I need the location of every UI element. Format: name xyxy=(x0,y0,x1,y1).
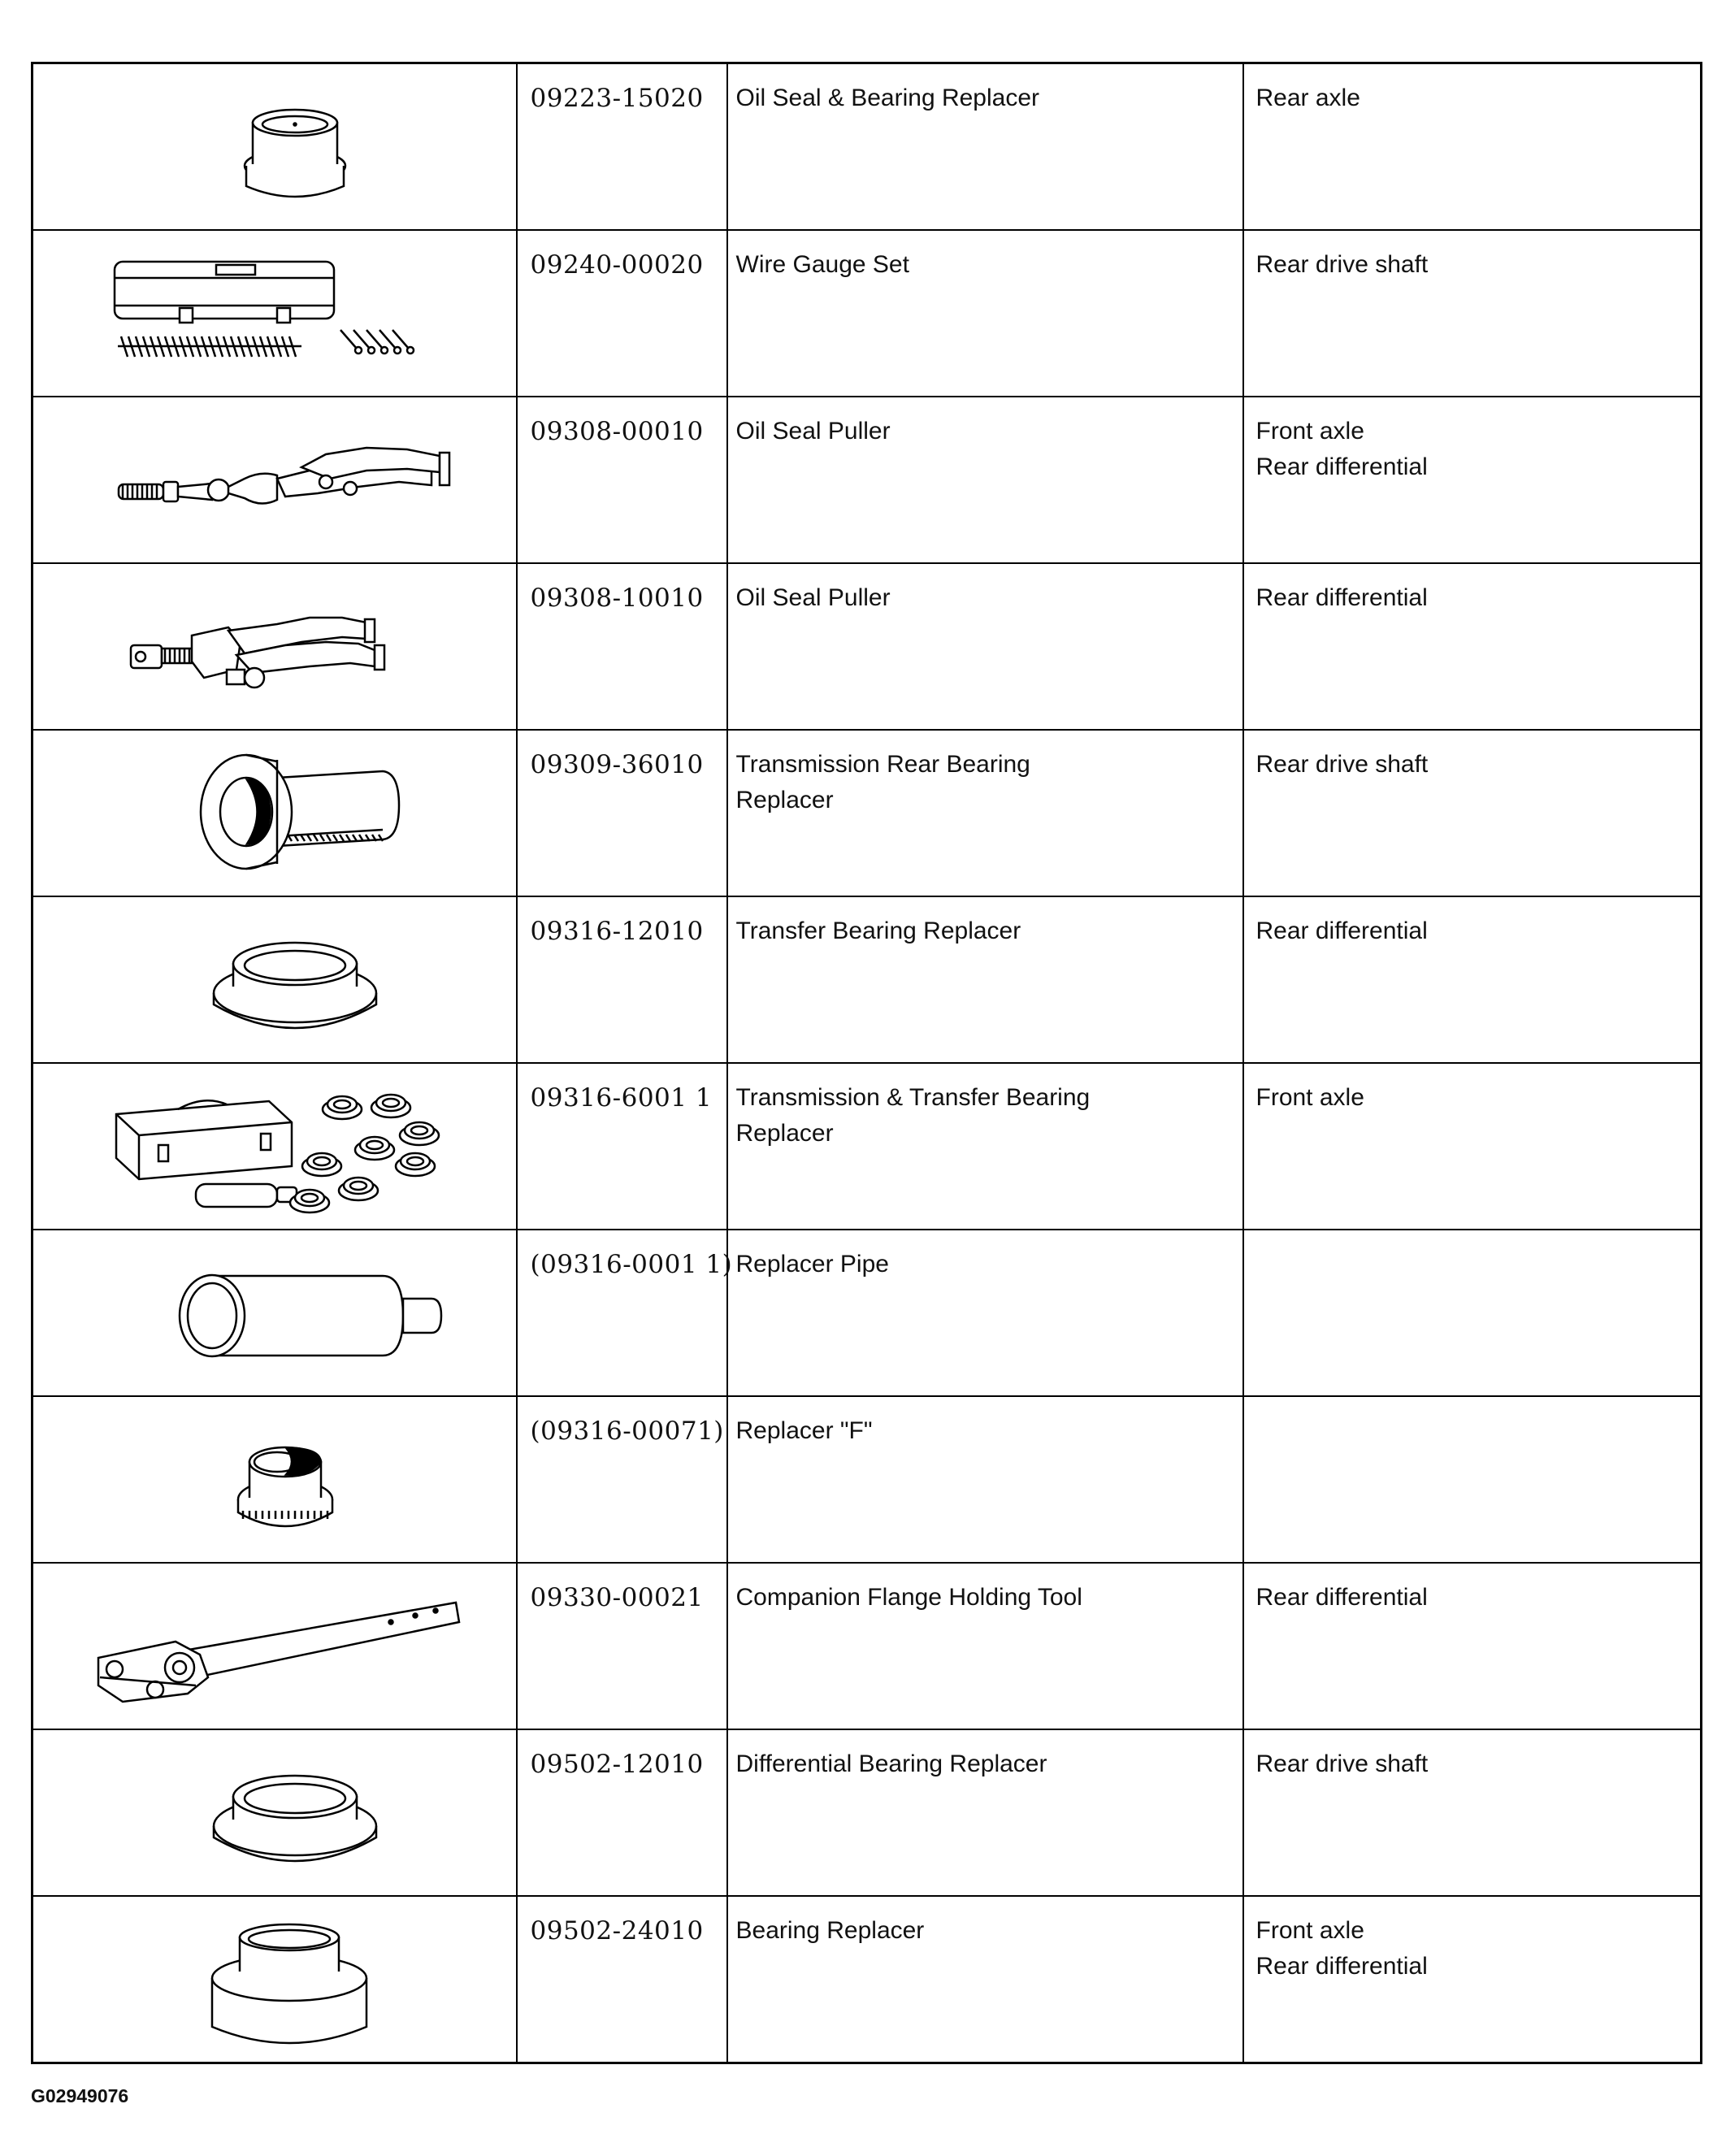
replacer-kit-icon xyxy=(33,1064,518,1226)
table-row xyxy=(33,1396,1702,1563)
part-number: 09223-15020 xyxy=(530,84,704,113)
part-number-cell xyxy=(517,63,727,230)
application-line: Front axle xyxy=(1255,1917,1364,1945)
part-number: 09240-00020 xyxy=(530,249,704,280)
part-number-cell xyxy=(517,1896,727,2063)
application-line: Rear drive shaft xyxy=(1255,750,1429,778)
table-row xyxy=(33,730,1702,896)
tool-name-cell xyxy=(727,1063,1243,1230)
flanged-ring-icon xyxy=(33,897,518,1060)
part-number: 09308-00010 xyxy=(530,416,704,446)
tool-name-cell xyxy=(727,1729,1243,1896)
application-cell xyxy=(1243,896,1702,1063)
tool-name-line: Replacer xyxy=(735,1119,834,1147)
slide-hammer-puller-icon xyxy=(33,397,518,560)
application-cell xyxy=(1243,1230,1702,1396)
application-cell xyxy=(1243,1396,1702,1563)
table-row xyxy=(33,563,1702,730)
tool-illustration-cell xyxy=(33,1563,517,1729)
table-row xyxy=(33,896,1702,1063)
tool-name-cell xyxy=(727,563,1243,730)
part-number-cell xyxy=(517,896,727,1063)
tool-name-cell xyxy=(727,1896,1243,2063)
table-row xyxy=(33,1063,1702,1230)
part-number: 09308-10010 xyxy=(530,583,704,613)
table-row xyxy=(33,1230,1702,1396)
application-cell xyxy=(1243,397,1702,563)
application-cell xyxy=(1243,1729,1702,1896)
tool-name-line: Replacer "F" xyxy=(735,1417,873,1445)
application-line: Rear differential xyxy=(1255,917,1428,944)
part-number: 09316-6001 1 xyxy=(530,1082,713,1113)
application-line: Rear drive shaft xyxy=(1255,250,1429,278)
application-cell xyxy=(1243,1063,1702,1230)
part-number-cell xyxy=(517,563,727,730)
special-tools-table xyxy=(31,62,1702,2064)
application-line: Rear differential xyxy=(1255,453,1428,480)
wire-gauge-set-icon xyxy=(33,231,518,393)
bearing-replacer-tube-icon xyxy=(33,731,518,893)
tool-illustration-cell xyxy=(33,1396,517,1563)
replacer-f-icon xyxy=(33,1397,518,1560)
tool-name-cell xyxy=(727,230,1243,397)
tool-illustration-cell xyxy=(33,1729,517,1896)
part-number-cell xyxy=(517,230,727,397)
tool-name-line: Oil Seal Puller xyxy=(735,583,891,611)
flange-holding-tool-icon xyxy=(33,1564,518,1726)
tool-illustration-cell xyxy=(33,563,517,730)
table-row xyxy=(33,1729,1702,1896)
tool-name-line: Transmission Rear Bearing xyxy=(735,750,1030,778)
tool-name-cell xyxy=(727,1563,1243,1729)
replacer-pipe-icon xyxy=(33,1230,518,1393)
part-number: (09316-0001 1) xyxy=(530,1250,733,1280)
application-cell xyxy=(1243,63,1702,230)
application-line: Front axle xyxy=(1255,417,1364,445)
application-cell xyxy=(1243,1896,1702,2063)
stepped-cylinder-icon xyxy=(33,1897,518,2059)
tool-name-line: Differential Bearing Replacer xyxy=(735,1750,1047,1778)
seal-replacer-cup-icon xyxy=(33,64,518,227)
tool-name-line: Bearing Replacer xyxy=(735,1917,925,1945)
tool-name-line: Transmission & Transfer Bearing xyxy=(735,1083,1091,1111)
part-number: 09309-36010 xyxy=(530,749,704,779)
part-number-cell xyxy=(517,397,727,563)
tool-name-cell xyxy=(727,63,1243,230)
tool-illustration-cell xyxy=(33,230,517,397)
tool-illustration-cell xyxy=(33,1230,517,1396)
application-line: Rear differential xyxy=(1255,1584,1428,1612)
figure-id: G02949076 xyxy=(31,2085,129,2106)
part-number: 09502-12010 xyxy=(530,1750,704,1780)
table-row xyxy=(33,63,1702,230)
tool-name-line: Wire Gauge Set xyxy=(735,250,909,278)
part-number: 09330-00021 xyxy=(530,1583,704,1613)
tool-name-line: Oil Seal & Bearing Replacer xyxy=(735,85,1040,111)
tool-name-line: Replacer Pipe xyxy=(735,1251,889,1278)
part-number-cell xyxy=(517,730,727,896)
application-cell xyxy=(1243,730,1702,896)
application-line: Front axle xyxy=(1255,1083,1364,1111)
part-number-cell xyxy=(517,1563,727,1729)
application-line: Rear drive shaft xyxy=(1255,1750,1429,1778)
part-number: 09502-24010 xyxy=(530,1916,704,1946)
tool-illustration-cell xyxy=(33,896,517,1063)
part-number: 09316-12010 xyxy=(530,916,704,946)
part-number: (09316-00071) xyxy=(530,1416,724,1447)
application-cell xyxy=(1243,230,1702,397)
application-line: Rear differential xyxy=(1255,583,1428,611)
tool-name-line: Replacer xyxy=(735,786,834,813)
tool-illustration-cell xyxy=(33,397,517,563)
tool-name-cell xyxy=(727,1230,1243,1396)
part-number-cell xyxy=(517,1396,727,1563)
flanged-ring-icon xyxy=(33,1730,518,1893)
tool-illustration-cell xyxy=(33,1896,517,2063)
part-number-cell xyxy=(517,1230,733,1396)
application-cell xyxy=(1243,1563,1702,1729)
table-row xyxy=(33,1563,1702,1729)
part-number-cell xyxy=(517,1063,727,1230)
tool-illustration-cell xyxy=(33,730,517,896)
application-cell xyxy=(1243,563,1702,730)
table-row xyxy=(33,397,1702,563)
application-line: Rear axle xyxy=(1255,85,1360,111)
tool-name-cell xyxy=(727,397,1243,563)
tool-illustration-cell xyxy=(33,63,517,230)
table-row xyxy=(33,1896,1702,2063)
part-number-cell xyxy=(517,1729,727,1896)
application-line: Rear differential xyxy=(1255,1953,1428,1980)
tool-name-line: Oil Seal Puller xyxy=(735,417,891,445)
table-row xyxy=(33,230,1702,397)
tool-name-line: Transfer Bearing Replacer xyxy=(735,917,1021,944)
tool-name-cell xyxy=(727,896,1243,1063)
tool-name-cell xyxy=(727,1396,1243,1563)
tool-name-cell xyxy=(727,730,1243,896)
tool-name-line: Companion Flange Holding Tool xyxy=(735,1584,1082,1612)
tool-illustration-cell xyxy=(33,1063,517,1230)
jaw-puller-icon xyxy=(33,564,518,727)
